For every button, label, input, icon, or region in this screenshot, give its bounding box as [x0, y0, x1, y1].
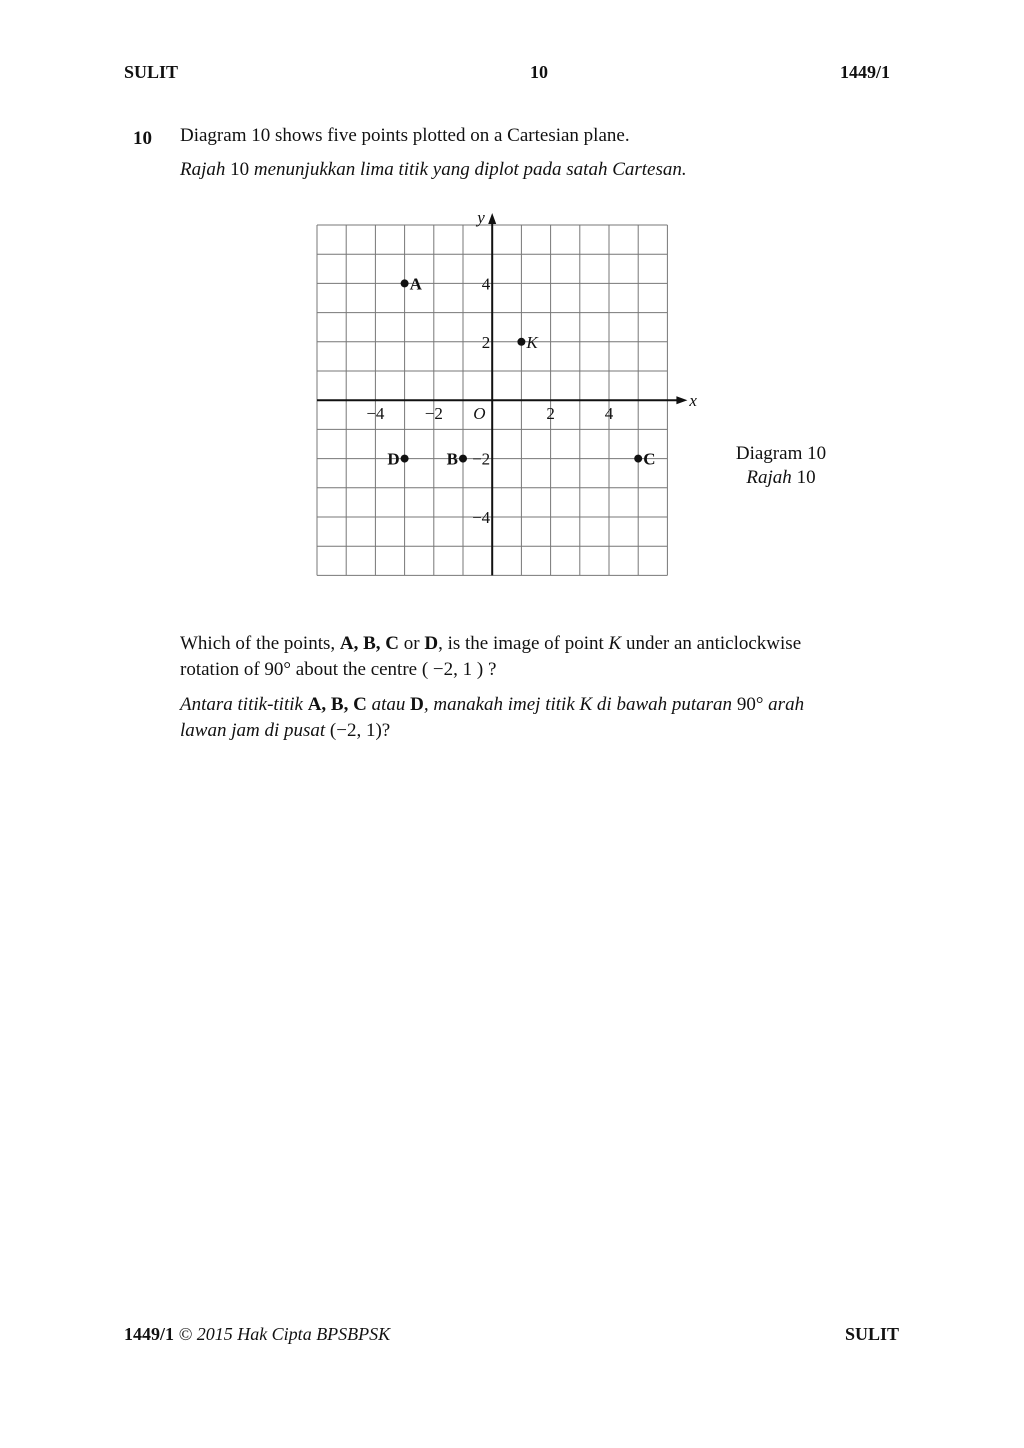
intro-ms-rest: menunjukkan lima titik yang diplot pada satah Cartesan.	[253, 159, 687, 180]
header-left: SULIT	[124, 62, 179, 82]
y-axis-arrow	[488, 213, 496, 224]
question-en-line2: rotation of 90° about the centre ( −2, 1 ) ?	[180, 659, 497, 680]
q-ms-deg: 90°	[736, 694, 764, 715]
caption-ms-num: 10	[796, 467, 816, 488]
footer-rest: © 2015 Hak Cipta BPSBPSK	[178, 1324, 391, 1344]
y-tick-label: 4	[481, 274, 491, 294]
x-tick-label: −4	[366, 404, 385, 424]
paper-code: 1449/1	[840, 62, 891, 82]
cartesian-diagram	[300, 200, 710, 590]
q-ms-2: , manakah imej titik K di bawah putaran	[423, 694, 733, 715]
origin-label: O	[473, 404, 486, 424]
point-c-label: C	[643, 449, 656, 469]
q-en-1: Which of the points,	[180, 633, 336, 654]
q-ms-opts: A, B, C	[307, 694, 367, 715]
x-tick-label: 4	[604, 404, 614, 424]
footer-copyright	[124, 1324, 390, 1345]
q-en-d: D	[424, 633, 439, 654]
q-en-k: K	[608, 633, 622, 654]
q-en-3: under an anticlockwise	[625, 633, 802, 654]
footer-sulit: SULIT	[845, 1324, 900, 1344]
question-intro-en: Diagram 10 shows five points plotted on a Cartesian plane.	[180, 125, 630, 146]
q-ms-1: Antara titik-titik	[180, 694, 303, 715]
intro-ms-word: Rajah	[180, 159, 226, 180]
x-tick-label: 2	[546, 404, 555, 424]
x-axis-arrow	[676, 396, 687, 404]
point-a-label: A	[409, 274, 422, 294]
q-ms-line2-b: (−2, 1)?	[329, 720, 391, 741]
point-b-label: B	[446, 449, 458, 469]
diagram-caption-ms	[725, 467, 837, 489]
point-k-label: K	[526, 332, 538, 352]
y-tick-label: −2	[472, 449, 491, 469]
diagram-caption-en: Diagram 10	[735, 443, 827, 464]
question-ms-line2	[180, 720, 390, 742]
question-number: 10	[133, 128, 152, 149]
y-tick-label: 2	[481, 332, 491, 352]
point-b-marker	[459, 455, 467, 463]
y-axis-label: y	[477, 208, 485, 227]
q-ms-3: arah	[768, 694, 805, 715]
point-a-marker	[401, 279, 409, 287]
caption-ms-word: Rajah	[746, 467, 792, 488]
q-ms-line2-a: lawan jam di pusat	[180, 720, 326, 741]
page-number: 10	[530, 62, 548, 82]
q-en-or: or	[403, 633, 420, 654]
intro-ms-num: 10	[230, 159, 250, 180]
y-tick-label: −4	[472, 508, 491, 527]
point-c-marker	[634, 455, 642, 463]
question-intro-ms	[180, 159, 687, 181]
point-k-marker	[517, 338, 525, 346]
question-ms-line1	[180, 694, 804, 716]
x-axis-label: x	[689, 391, 697, 411]
x-tick-label: −2	[424, 404, 443, 424]
question-en-line1	[180, 633, 801, 655]
footer-code: 1449/1	[124, 1324, 175, 1344]
point-d-label: D	[387, 449, 400, 469]
q-ms-d: D	[410, 694, 424, 715]
axes	[317, 208, 697, 575]
q-en-2: , is the image of point	[438, 633, 604, 654]
point-d-marker	[401, 455, 409, 463]
q-ms-atau: atau	[371, 694, 406, 715]
q-en-opts: A, B, C	[339, 633, 400, 654]
